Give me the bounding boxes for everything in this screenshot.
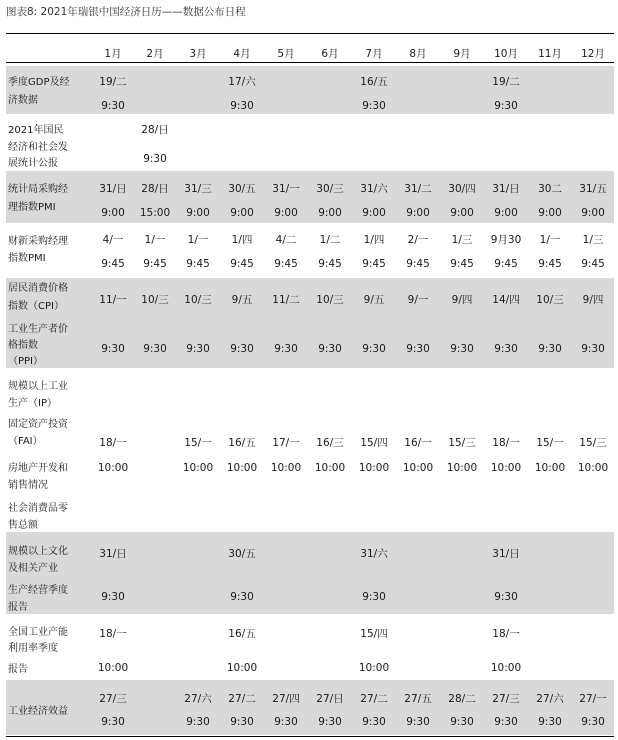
release-date-cell: 15/一 — [184, 437, 212, 449]
release-time-cell: 9:30 — [581, 343, 605, 355]
release-date-cell: 18/一 — [492, 628, 520, 640]
month-header: 11月 — [538, 48, 562, 60]
row-label: 销售情况 — [8, 480, 48, 491]
release-date-cell: 9月30 — [490, 234, 522, 246]
release-date-cell: 27/六 — [184, 693, 212, 705]
month-header: 10月 — [494, 48, 518, 60]
release-date-cell: 31/六 — [360, 548, 388, 560]
release-date-cell: 31/六 — [360, 183, 388, 195]
release-date-cell: 4/一 — [102, 234, 124, 246]
release-date-cell: 30/五 — [228, 548, 256, 560]
row-label: 指数PMI — [8, 253, 46, 264]
release-time-cell: 10:00 — [358, 662, 390, 674]
release-time-cell: 9:30 — [362, 591, 386, 603]
release-time-cell: 9:30 — [143, 343, 167, 355]
release-date-cell: 10/三 — [141, 294, 169, 306]
release-time-cell: 9:30 — [230, 100, 254, 112]
release-date-cell: 28/二 — [448, 693, 476, 705]
month-header: 2月 — [146, 48, 164, 60]
release-date-cell: 18/一 — [99, 628, 127, 640]
month-header: 6月 — [321, 48, 339, 60]
month-header-row — [6, 40, 614, 63]
release-date-cell: 31/三 — [184, 183, 212, 195]
release-time-cell: 10:00 — [182, 462, 214, 474]
release-time-cell: 10:00 — [314, 462, 346, 474]
release-time-cell: 9:00 — [450, 207, 474, 219]
month-header: 5月 — [277, 48, 295, 60]
release-date-cell: 30/三 — [316, 183, 344, 195]
release-time-cell: 9:30 — [101, 591, 125, 603]
release-date-cell: 19/二 — [492, 76, 520, 88]
release-time-cell: 9:30 — [538, 716, 562, 728]
release-date-cell: 15/三 — [448, 437, 476, 449]
release-date-cell: 31/五 — [579, 183, 607, 195]
release-time-cell: 9:30 — [101, 343, 125, 355]
release-date-cell: 31/二 — [404, 183, 432, 195]
row-label: 财新采购经理 — [8, 236, 68, 247]
release-date-cell: 30/五 — [228, 183, 256, 195]
release-time-cell: 10:00 — [490, 462, 522, 474]
release-time-cell: 9:30 — [538, 343, 562, 355]
row-label: 规模以上文化 — [8, 546, 68, 557]
row-label: 季度GDP及经 — [8, 77, 70, 88]
release-time-cell: 9:45 — [274, 258, 298, 270]
release-date-cell: 27/二 — [360, 693, 388, 705]
release-time-cell: 9:00 — [362, 207, 386, 219]
title-rule — [6, 33, 614, 34]
release-date-cell: 10/三 — [316, 294, 344, 306]
row-label: 工业经济效益 — [8, 706, 68, 717]
row-label: 房地产开发和 — [8, 463, 68, 474]
release-time-cell: 9:45 — [494, 258, 518, 270]
release-time-cell: 9:45 — [230, 258, 254, 270]
release-date-cell: 14/四 — [492, 294, 520, 306]
release-date-cell: 15/四 — [360, 628, 388, 640]
release-time-cell: 10:00 — [446, 462, 478, 474]
row-label: 2021年国民 — [8, 125, 64, 136]
release-time-cell: 9:00 — [274, 207, 298, 219]
release-date-cell: 11/一 — [99, 294, 127, 306]
month-header: 1月 — [104, 48, 122, 60]
release-date-cell: 1/四 — [363, 234, 385, 246]
release-time-cell: 9:45 — [581, 258, 605, 270]
release-date-cell: 28/日 — [141, 124, 169, 136]
release-date-cell: 16/五 — [360, 76, 388, 88]
release-date-cell: 31/日 — [492, 183, 520, 195]
table-title: 图表8: 2021年瑞银中国经济日历——数据公布日程 — [6, 6, 246, 18]
release-date-cell: 10/三 — [184, 294, 212, 306]
release-time-cell: 10:00 — [97, 662, 129, 674]
release-date-cell: 27/二 — [228, 693, 256, 705]
release-time-cell: 10:00 — [226, 462, 258, 474]
release-time-cell: 9:00 — [494, 207, 518, 219]
release-date-cell: 1/一 — [187, 234, 209, 246]
release-date-cell: 9/五 — [363, 294, 385, 306]
release-date-cell: 1/三 — [451, 234, 473, 246]
release-time-cell: 10:00 — [97, 462, 129, 474]
row-label: 及相关产业 — [8, 563, 58, 574]
release-date-cell: 15/一 — [536, 437, 564, 449]
month-header: 12月 — [581, 48, 605, 60]
month-header: 7月 — [365, 48, 383, 60]
row-label: 济数据 — [8, 95, 38, 106]
release-time-cell: 9:00 — [538, 207, 562, 219]
row-label: 社会消费品零 — [8, 503, 68, 514]
release-time-cell: 9:30 — [362, 343, 386, 355]
row-label: 工业生产者价 — [8, 324, 68, 335]
release-time-cell: 9:00 — [101, 207, 125, 219]
release-date-cell: 9/四 — [451, 294, 473, 306]
release-time-cell: 9:30 — [450, 343, 474, 355]
release-date-cell: 17/六 — [228, 76, 256, 88]
release-time-cell: 15:00 — [139, 207, 171, 219]
release-date-cell: 17/一 — [272, 437, 300, 449]
release-time-cell: 9:30 — [406, 716, 430, 728]
release-time-cell: 9:30 — [101, 100, 125, 112]
release-date-cell: 31/日 — [99, 183, 127, 195]
release-time-cell: 9:30 — [230, 343, 254, 355]
row-label: 理指数PMI — [8, 202, 56, 213]
release-time-cell: 9:30 — [494, 100, 518, 112]
release-date-cell: 2/一 — [407, 234, 429, 246]
release-date-cell: 28/日 — [141, 183, 169, 195]
row-label: （PPI） — [8, 356, 44, 367]
release-date-cell: 19/二 — [99, 76, 127, 88]
row-label: 规模以上工业 — [8, 381, 68, 392]
release-date-cell: 27/日 — [316, 693, 344, 705]
release-date-cell: 10/三 — [536, 294, 564, 306]
release-time-cell: 9:30 — [186, 343, 210, 355]
release-time-cell: 9:45 — [450, 258, 474, 270]
release-time-cell: 9:30 — [406, 343, 430, 355]
release-date-cell: 4/二 — [275, 234, 297, 246]
release-time-cell: 10:00 — [358, 462, 390, 474]
release-date-cell: 27/六 — [536, 693, 564, 705]
row-label: 经济和社会发 — [8, 142, 68, 153]
release-date-cell: 18/一 — [99, 437, 127, 449]
row-label: 报告 — [8, 602, 28, 613]
row-label: （FAI） — [8, 436, 43, 447]
row-band — [6, 312, 614, 368]
release-date-cell: 30/四 — [448, 183, 476, 195]
month-header: 8月 — [409, 48, 427, 60]
release-time-cell: 9:30 — [318, 343, 342, 355]
release-date-cell: 1/二 — [319, 234, 341, 246]
month-header: 9月 — [453, 48, 471, 60]
release-time-cell: 9:30 — [143, 153, 167, 165]
release-time-cell: 9:30 — [362, 100, 386, 112]
release-date-cell: 1/一 — [144, 234, 166, 246]
release-time-cell: 10:00 — [402, 462, 434, 474]
release-time-cell: 9:30 — [318, 716, 342, 728]
release-date-cell: 9/五 — [231, 294, 253, 306]
row-label: 固定资产投资 — [8, 419, 68, 430]
row-label: 指数（CPI） — [8, 301, 64, 312]
release-time-cell: 9:45 — [318, 258, 342, 270]
release-date-cell: 27/四 — [272, 693, 300, 705]
row-label: 报告 — [8, 664, 28, 675]
release-time-cell: 9:30 — [581, 716, 605, 728]
release-date-cell: 30二 — [538, 183, 562, 195]
release-time-cell: 9:45 — [186, 258, 210, 270]
row-label: 统计局采购经 — [8, 184, 68, 195]
release-time-cell: 9:00 — [318, 207, 342, 219]
release-date-cell: 15/三 — [579, 437, 607, 449]
release-date-cell: 1/一 — [539, 234, 561, 246]
month-header: 3月 — [189, 48, 207, 60]
release-time-cell: 9:00 — [186, 207, 210, 219]
release-date-cell: 15/四 — [360, 437, 388, 449]
release-time-cell: 10:00 — [490, 662, 522, 674]
release-time-cell: 9:00 — [230, 207, 254, 219]
release-time-cell: 9:45 — [101, 258, 125, 270]
release-date-cell: 27/三 — [492, 693, 520, 705]
release-date-cell: 31/一 — [272, 183, 300, 195]
release-date-cell: 27/一 — [579, 693, 607, 705]
release-time-cell: 9:00 — [406, 207, 430, 219]
row-label: 全国工业产能 — [8, 627, 68, 638]
row-label: 生产（IP） — [8, 398, 57, 409]
release-date-cell: 16/一 — [404, 437, 432, 449]
release-date-cell: 1/三 — [582, 234, 604, 246]
row-label: 展统计公报 — [8, 158, 58, 169]
release-time-cell: 9:30 — [450, 716, 474, 728]
release-time-cell: 9:30 — [274, 343, 298, 355]
release-date-cell: 31/日 — [99, 548, 127, 560]
row-label: 格指数 — [8, 340, 38, 351]
release-date-cell: 9/一 — [407, 294, 429, 306]
row-label: 利用率季度 — [8, 643, 58, 654]
release-time-cell: 9:30 — [101, 716, 125, 728]
release-date-cell: 1/四 — [231, 234, 253, 246]
release-date-cell: 16/五 — [228, 628, 256, 640]
release-time-cell: 9:30 — [230, 716, 254, 728]
release-date-cell: 16/三 — [316, 437, 344, 449]
release-date-cell: 9/四 — [582, 294, 604, 306]
release-time-cell: 10:00 — [270, 462, 302, 474]
release-time-cell: 9:45 — [143, 258, 167, 270]
release-time-cell: 9:30 — [362, 716, 386, 728]
release-time-cell: 9:30 — [274, 716, 298, 728]
bottom-rule — [6, 736, 614, 737]
release-time-cell: 10:00 — [577, 462, 609, 474]
row-label: 居民消费价格 — [8, 283, 68, 294]
release-time-cell: 10:00 — [534, 462, 566, 474]
release-time-cell: 9:45 — [406, 258, 430, 270]
release-date-cell: 11/二 — [272, 294, 300, 306]
release-time-cell: 10:00 — [226, 662, 258, 674]
release-time-cell: 9:30 — [186, 716, 210, 728]
month-header: 4月 — [233, 48, 251, 60]
release-time-cell: 9:30 — [494, 716, 518, 728]
release-time-cell: 9:45 — [538, 258, 562, 270]
release-time-cell: 9:45 — [362, 258, 386, 270]
release-time-cell: 9:30 — [494, 343, 518, 355]
release-time-cell: 9:30 — [494, 591, 518, 603]
release-date-cell: 16/五 — [228, 437, 256, 449]
release-date-cell: 27/三 — [99, 693, 127, 705]
release-time-cell: 9:00 — [581, 207, 605, 219]
release-date-cell: 18/一 — [492, 437, 520, 449]
release-date-cell: 27/五 — [404, 693, 432, 705]
release-date-cell: 31/日 — [492, 548, 520, 560]
row-label: 生产经营季度 — [8, 585, 68, 596]
row-label: 售总额 — [8, 520, 38, 531]
release-time-cell: 9:30 — [230, 591, 254, 603]
